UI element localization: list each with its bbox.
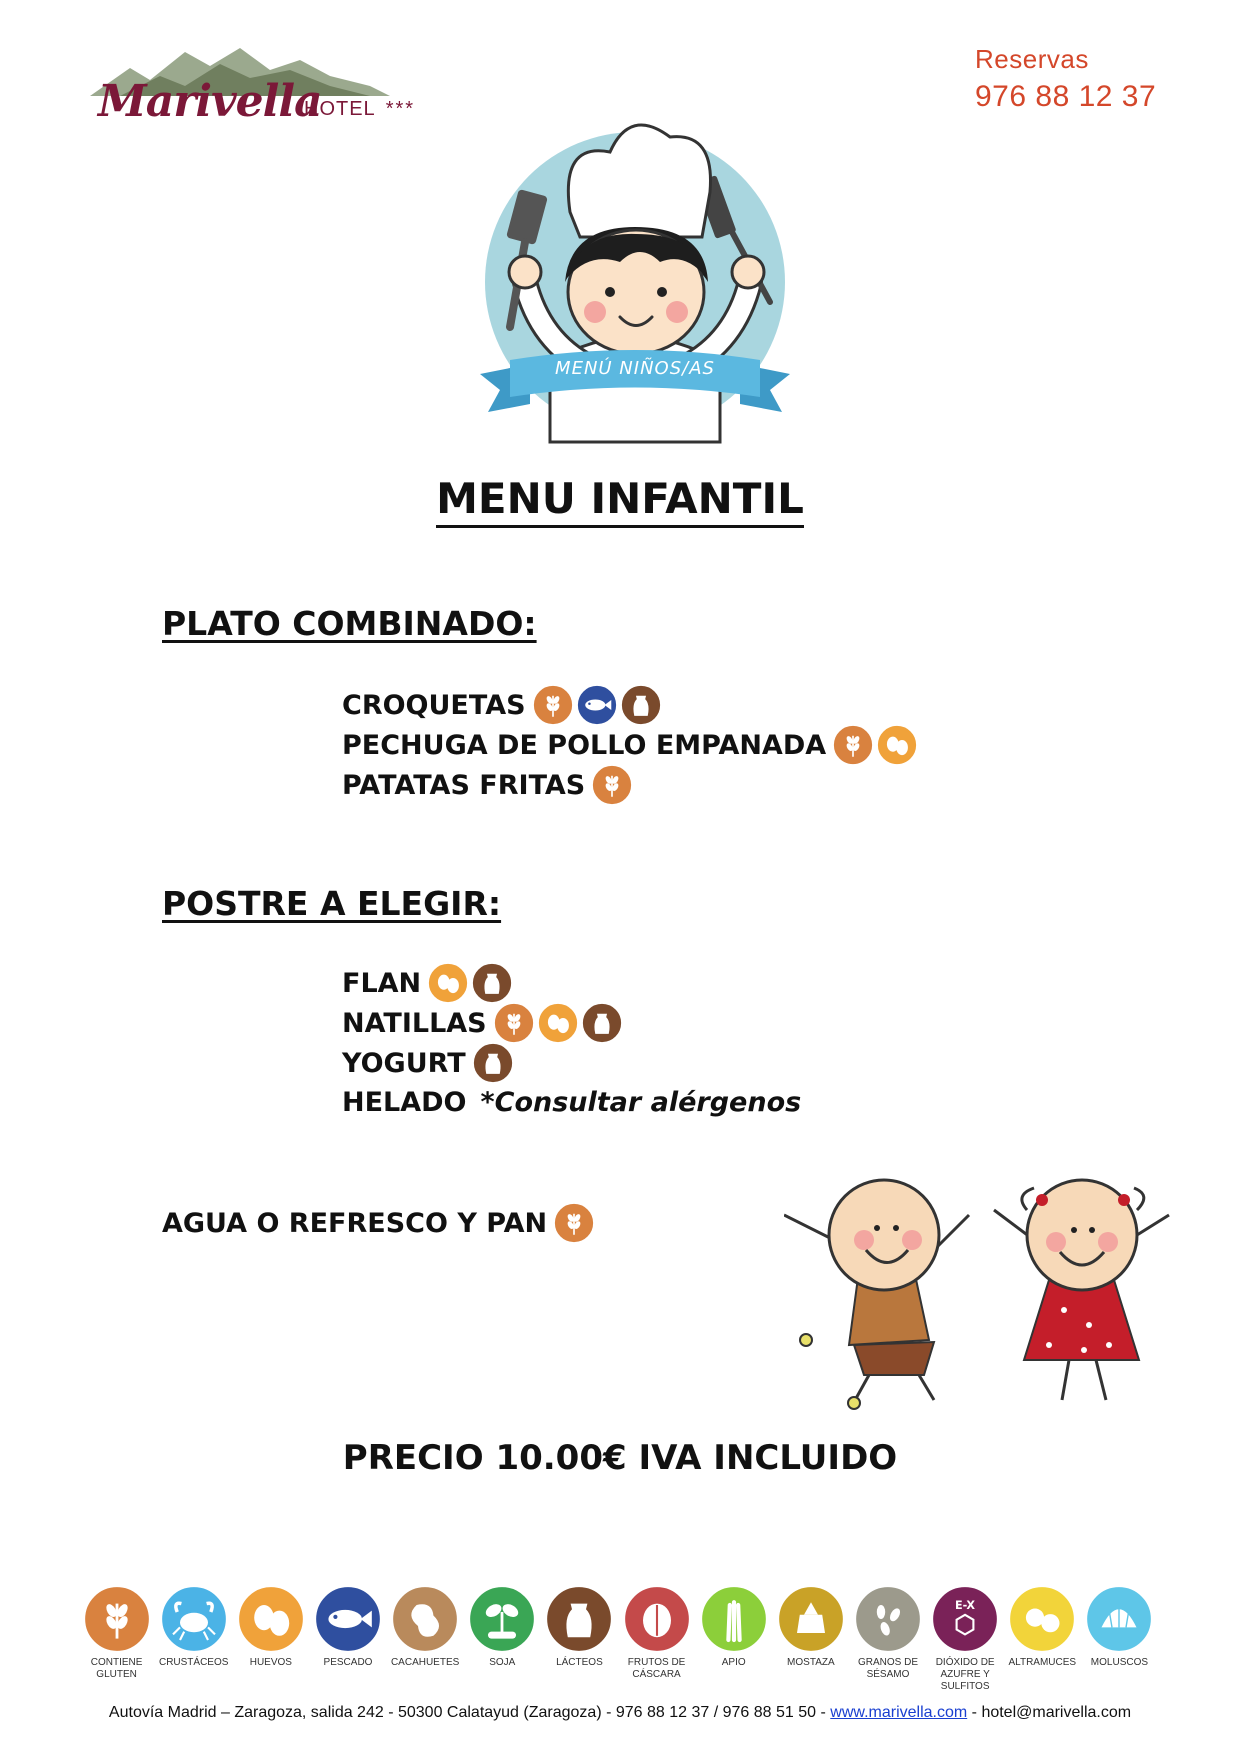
legend-label: GRANOS DE SÉSAMO [857,1657,918,1680]
gluten-icon-graphic [493,1002,535,1044]
price-line: PRECIO 10.00€ IVA INCLUIDO [342,1438,898,1478]
gluten-icon-graphic [832,724,874,766]
cacahuetes-icon [390,1584,460,1654]
lacteos-icon [471,962,513,1004]
gluten-icon [82,1584,152,1654]
hotel-logo [90,46,430,136]
brand-name: Marivella [98,76,322,127]
legend-label: FRUTOS DE CÁSCARA [627,1657,686,1680]
moluscos-icon [1084,1584,1154,1654]
lacteos-icon-graphic [581,1002,623,1044]
lacteos-icon-graphic [471,962,513,1004]
crustaceos-icon [159,1584,229,1654]
mostaza-icon-graphic [776,1584,846,1654]
huevos-icon [537,1002,579,1044]
allergen-legend [88,1584,1168,1694]
menu-item-label: PECHUGA DE POLLO EMPANADA [342,729,827,761]
gluten-icon-graphic [591,764,633,806]
footer-separator: - [971,1704,977,1721]
lacteos-icon-graphic [544,1584,614,1654]
apio-icon-graphic [699,1584,769,1654]
gluten-icon-graphic [532,684,574,726]
soja-icon [467,1584,537,1654]
huevos-icon [427,962,469,1004]
sulfitos-icon [930,1584,1000,1654]
hotel-label: HOTEL [304,98,376,120]
frutos-icon-graphic [622,1584,692,1654]
huevos-icon [236,1584,306,1654]
menu-item-label: YOGURT [342,1047,466,1079]
huevos-icon-graphic [427,962,469,1004]
huevos-icon-graphic [876,724,918,766]
reservas-phone: 976 88 12 37 [975,80,1157,113]
pescado-icon [313,1584,383,1654]
huevos-icon [876,724,918,766]
chef-banner-text: MENÚ NIÑOS/AS [555,358,715,379]
section-heading-postre: POSTRE A ELEGIR: [162,884,502,923]
pescado-icon-graphic [576,684,618,726]
crustaceos-icon-graphic [159,1584,229,1654]
menu-item-bebida [162,1202,595,1244]
legend-label: LÁCTEOS [556,1657,603,1668]
soja-icon-graphic [467,1584,537,1654]
gluten-icon [493,1002,535,1044]
legend-label: APIO [721,1657,746,1668]
menu-item-label: CROQUETAS [342,689,526,721]
legend-label: PESCADO [323,1657,373,1668]
legend-label: CONTIENE GLUTEN [90,1657,143,1680]
altramuces-icon-graphic [1007,1584,1077,1654]
chef-kid-icon [470,112,800,452]
legend-mark-text: E-X [955,1599,976,1613]
footer-address: Autovía Madrid – Zaragoza, salida 242 - 50300 Calatayud (Zaragoza) - 976 88 12 37 / 976 88 51 50 - [108,1704,826,1721]
footer-contact [0,1704,1240,1722]
page-title [0,474,1240,523]
legend-label: SOJA [489,1657,516,1668]
huevos-icon-graphic [236,1584,306,1654]
cacahuetes-icon-graphic [390,1584,460,1654]
email-link[interactable]: hotel@marivella.com [981,1704,1132,1721]
menu-item-natillas [342,1002,623,1044]
legend-label: CACAHUETES [390,1657,460,1668]
legend-moluscos [1074,1584,1164,1669]
lacteos-icon-graphic [620,684,662,726]
gluten-icon-graphic [553,1202,595,1244]
legend-label: CRUSTÁCEOS [158,1657,229,1668]
menu-item-yogurt [342,1042,514,1084]
menu-item-label: PATATAS FRITAS [342,769,586,801]
website-link[interactable]: www.marivella.com [830,1704,968,1721]
sesamo-icon [853,1584,923,1654]
menu-item-label: NATILLAS [342,1007,487,1039]
pescado-icon [576,684,618,726]
apio-icon [699,1584,769,1654]
reservas-label: Reservas [975,44,1089,74]
chef-illustration [470,112,800,452]
menu-item-croquetas [342,684,662,726]
legend-label: MOLUSCOS [1090,1657,1149,1668]
lacteos-icon-graphic [472,1042,514,1084]
gluten-icon [532,684,574,726]
gluten-icon [591,764,633,806]
sulfitos-icon-graphic [930,1584,1000,1654]
menu-item-label: FLAN [342,967,422,999]
menu-item-pechuga [342,724,918,766]
mostaza-icon [776,1584,846,1654]
section-heading-plato: PLATO COMBINADO: [162,604,537,643]
lacteos-icon [472,1042,514,1084]
menu-item-flan [342,962,513,1004]
lacteos-icon [620,684,662,726]
allergen-note: *Consultar alérgenos [480,1087,802,1118]
gluten-icon [832,724,874,766]
legend-label: ALTRAMUCES [1008,1657,1077,1668]
frutos-icon [622,1584,692,1654]
legend-label: MOSTAZA [787,1657,835,1668]
gluten-icon-graphic [82,1584,152,1654]
gluten-icon [553,1202,595,1244]
altramuces-icon [1007,1584,1077,1654]
legend-label: DIÓXIDO DE AZUFRE Y SULFITOS [935,1657,995,1692]
menu-item-label: AGUA O REFRESCO Y PAN [162,1207,548,1239]
legend-label: HUEVOS [249,1657,292,1668]
kids-illustration [784,1170,1204,1410]
lacteos-icon [581,1002,623,1044]
huevos-icon-graphic [537,1002,579,1044]
menu-item-patatas [342,764,633,806]
pescado-icon-graphic [313,1584,383,1654]
menu-item-helado [342,1087,801,1118]
hotel-stars: *** [385,98,416,120]
brand-subtitle [304,98,415,121]
sesamo-icon-graphic [853,1584,923,1654]
lacteos-icon [544,1584,614,1654]
menu-item-label: HELADO [342,1087,467,1118]
happy-kids-icon [784,1170,1204,1410]
moluscos-icon-graphic [1084,1584,1154,1654]
page-title-text: MENU INFANTIL [436,474,804,528]
